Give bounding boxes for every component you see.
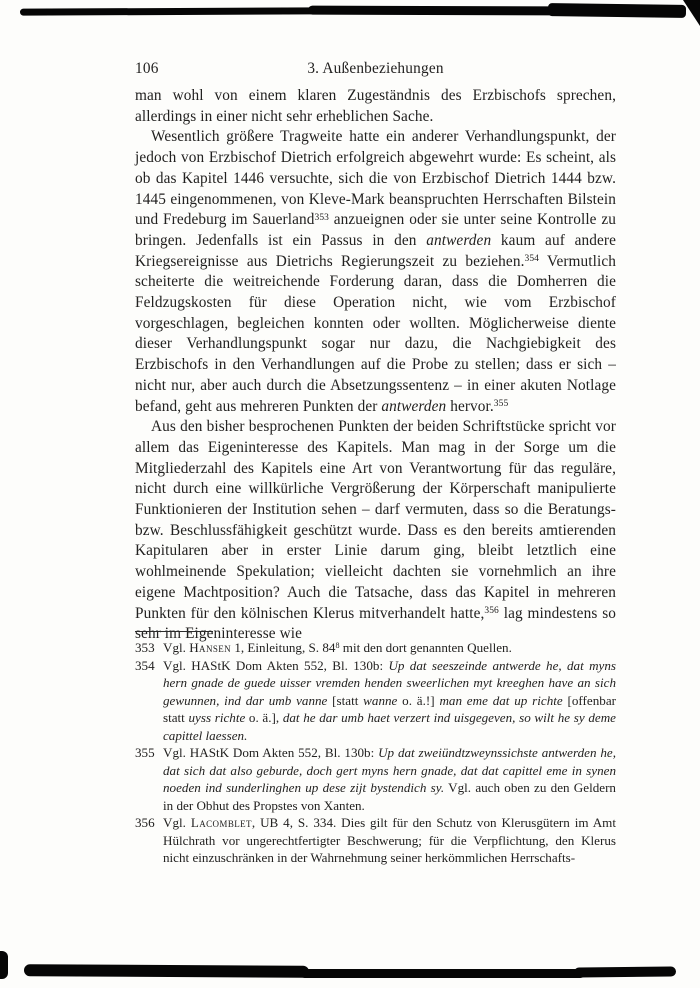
scan-artifact-top-middle — [308, 6, 558, 16]
body-text — [135, 86, 616, 645]
footnote-number: 356 — [135, 815, 155, 830]
footnote-text: Vgl. HAStK Dom Akten 552, Bl. 130b: Up dat zweiündtzweynssichste antwerden he, dat sich dat also geburde, doch gert myns hern gnade, dat dat capittel eme in synen noeden ind sunderlinghen up dese zijt bystendich sy. Vgl. auch oben zu den Geldern in der Obhut des Propstes von Xanten. — [163, 745, 616, 813]
scan-artifact-bottom-middle — [300, 969, 585, 978]
scan-artifact-bottom-right — [574, 966, 676, 977]
scan-artifact-bottom-left — [24, 964, 309, 977]
footnote-355 — [135, 744, 616, 814]
scan-artifact-left-edge — [0, 951, 8, 979]
footnote-text: Vgl. HAStK Dom Akten 552, Bl. 130b: Up dat seeszeinde antwerde he, dat myns hern gnade de guede uisser vremden henden sweerlichen myt kreeghen have an sich gewunnen, ind dar umb vanne [statt wanne o. ä.!] man eme dat up richte [offenbar statt uyss richte o. ä.], dat he dar umb haet verzert ind uisgegeven, so wilt he sy deme capittel laessen. — [163, 657, 616, 743]
page-number: 106 — [135, 60, 159, 77]
scan-artifact-top-left — [20, 7, 320, 15]
paragraph-3: Aus den bisher besprochenen Punkten der beiden Schriftstücke spricht vor allem das Eigeninteresse des Kapitels. Man mag in der Sorge um die Mitgliederzahl des Kapitels eine Art von Verantwortung für das reguläre, nicht durch eine willkürliche Vergrößerung der Körperschaft manipulierte Funktionieren der Institution sehen – darf vermuten, dass so die Beratungs- bzw. Beschlussfähigkeit geschützt wurde. Dass es den bereits amtierenden Kapitularen aber in erster Linie darum ging, bleibt letztlich eine wohlmeinende Spekulation; vielleicht dachten sie vornehmlich an ihre eigene Machtposition? Auch die Tatsache, dass das Kapitel in mehreren Punkten für den kölnischen Klerus mitverhandelt hatte,$^{356}$ lag mindestens so sehr im Eigeninteresse wie — [135, 418, 616, 643]
footnotes-section — [135, 639, 616, 867]
footnote-text: Vgl. Hansen 1, Einleitung, S. $84^8$ mit den dort genannten Quellen. — [163, 640, 512, 655]
footnote-text: Vgl. Lacomblet, UB 4, S. 334. Dies gilt für den Schutz von Klerusgütern im Amt Hülchrath vor ungerechtfertigter Beschwerung; für die Verpflichtung, den Klerus nicht einzuschränken in der Wahrnehmung seiner herkömmlichen Herrschafts- — [163, 815, 616, 865]
paragraph-2: Wesentlich größere Tragweite hatte ein anderer Verhandlungspunkt, der jedoch von Erzbischof Dietrich erfolgreich abgewehrt wurde: Es scheint, als ob das Kapitel 1446 versuchte, sich die von Erzbischof Dietrich 1444 bzw. 1445 eingenommenen, von Kleve-Mark beanspruchten Herrschaften Bilstein und Fredeburg im Sauerland$^{353}$ anzueignen oder sie unter seine Kontrolle zu bringen. Jedenfalls ist ein Passus in den antwerden kaum auf andere Kriegsereignisse aus Dietrichs Regierungszeit zu beziehen.$^{354}$ Vermutlich scheiterte die weitreichende Forderung daran, dass die Domherren die Feldzugskosten für diese Operation nicht, wie vom Erzbischof vorgeschlagen, begleichen konnten oder wollten. Möglicherweise diente dieser Verhandlungspunkt sogar nur dazu, die Nachgiebigkeit des Erzbischofs in den Verhandlungen auf die Probe zu stellen; dass er sich – nicht nur, aber auch durch die Absetzungssentenz – in einer akuten Notlage befand, geht aus mehreren Punkten der antwerden hervor.$^{355}$ — [135, 128, 616, 415]
footnote-number: 355 — [135, 745, 155, 760]
footnote-number: 353 — [135, 640, 155, 655]
footnote-number: 354 — [135, 657, 155, 673]
page-header — [135, 60, 616, 78]
running-head: 3. Außenbeziehungen — [307, 60, 444, 77]
footnote-separator-rule — [135, 631, 213, 632]
footnote-354 — [135, 657, 616, 745]
footnote-356 — [135, 814, 616, 867]
scan-artifact-top-right — [548, 3, 686, 18]
footnote-353 — [135, 639, 616, 657]
paragraph-1: man wohl von einem klaren Zugeständnis des Erzbischofs sprechen, allerdings in einer nicht sehr erheblichen Sache. — [135, 87, 616, 125]
